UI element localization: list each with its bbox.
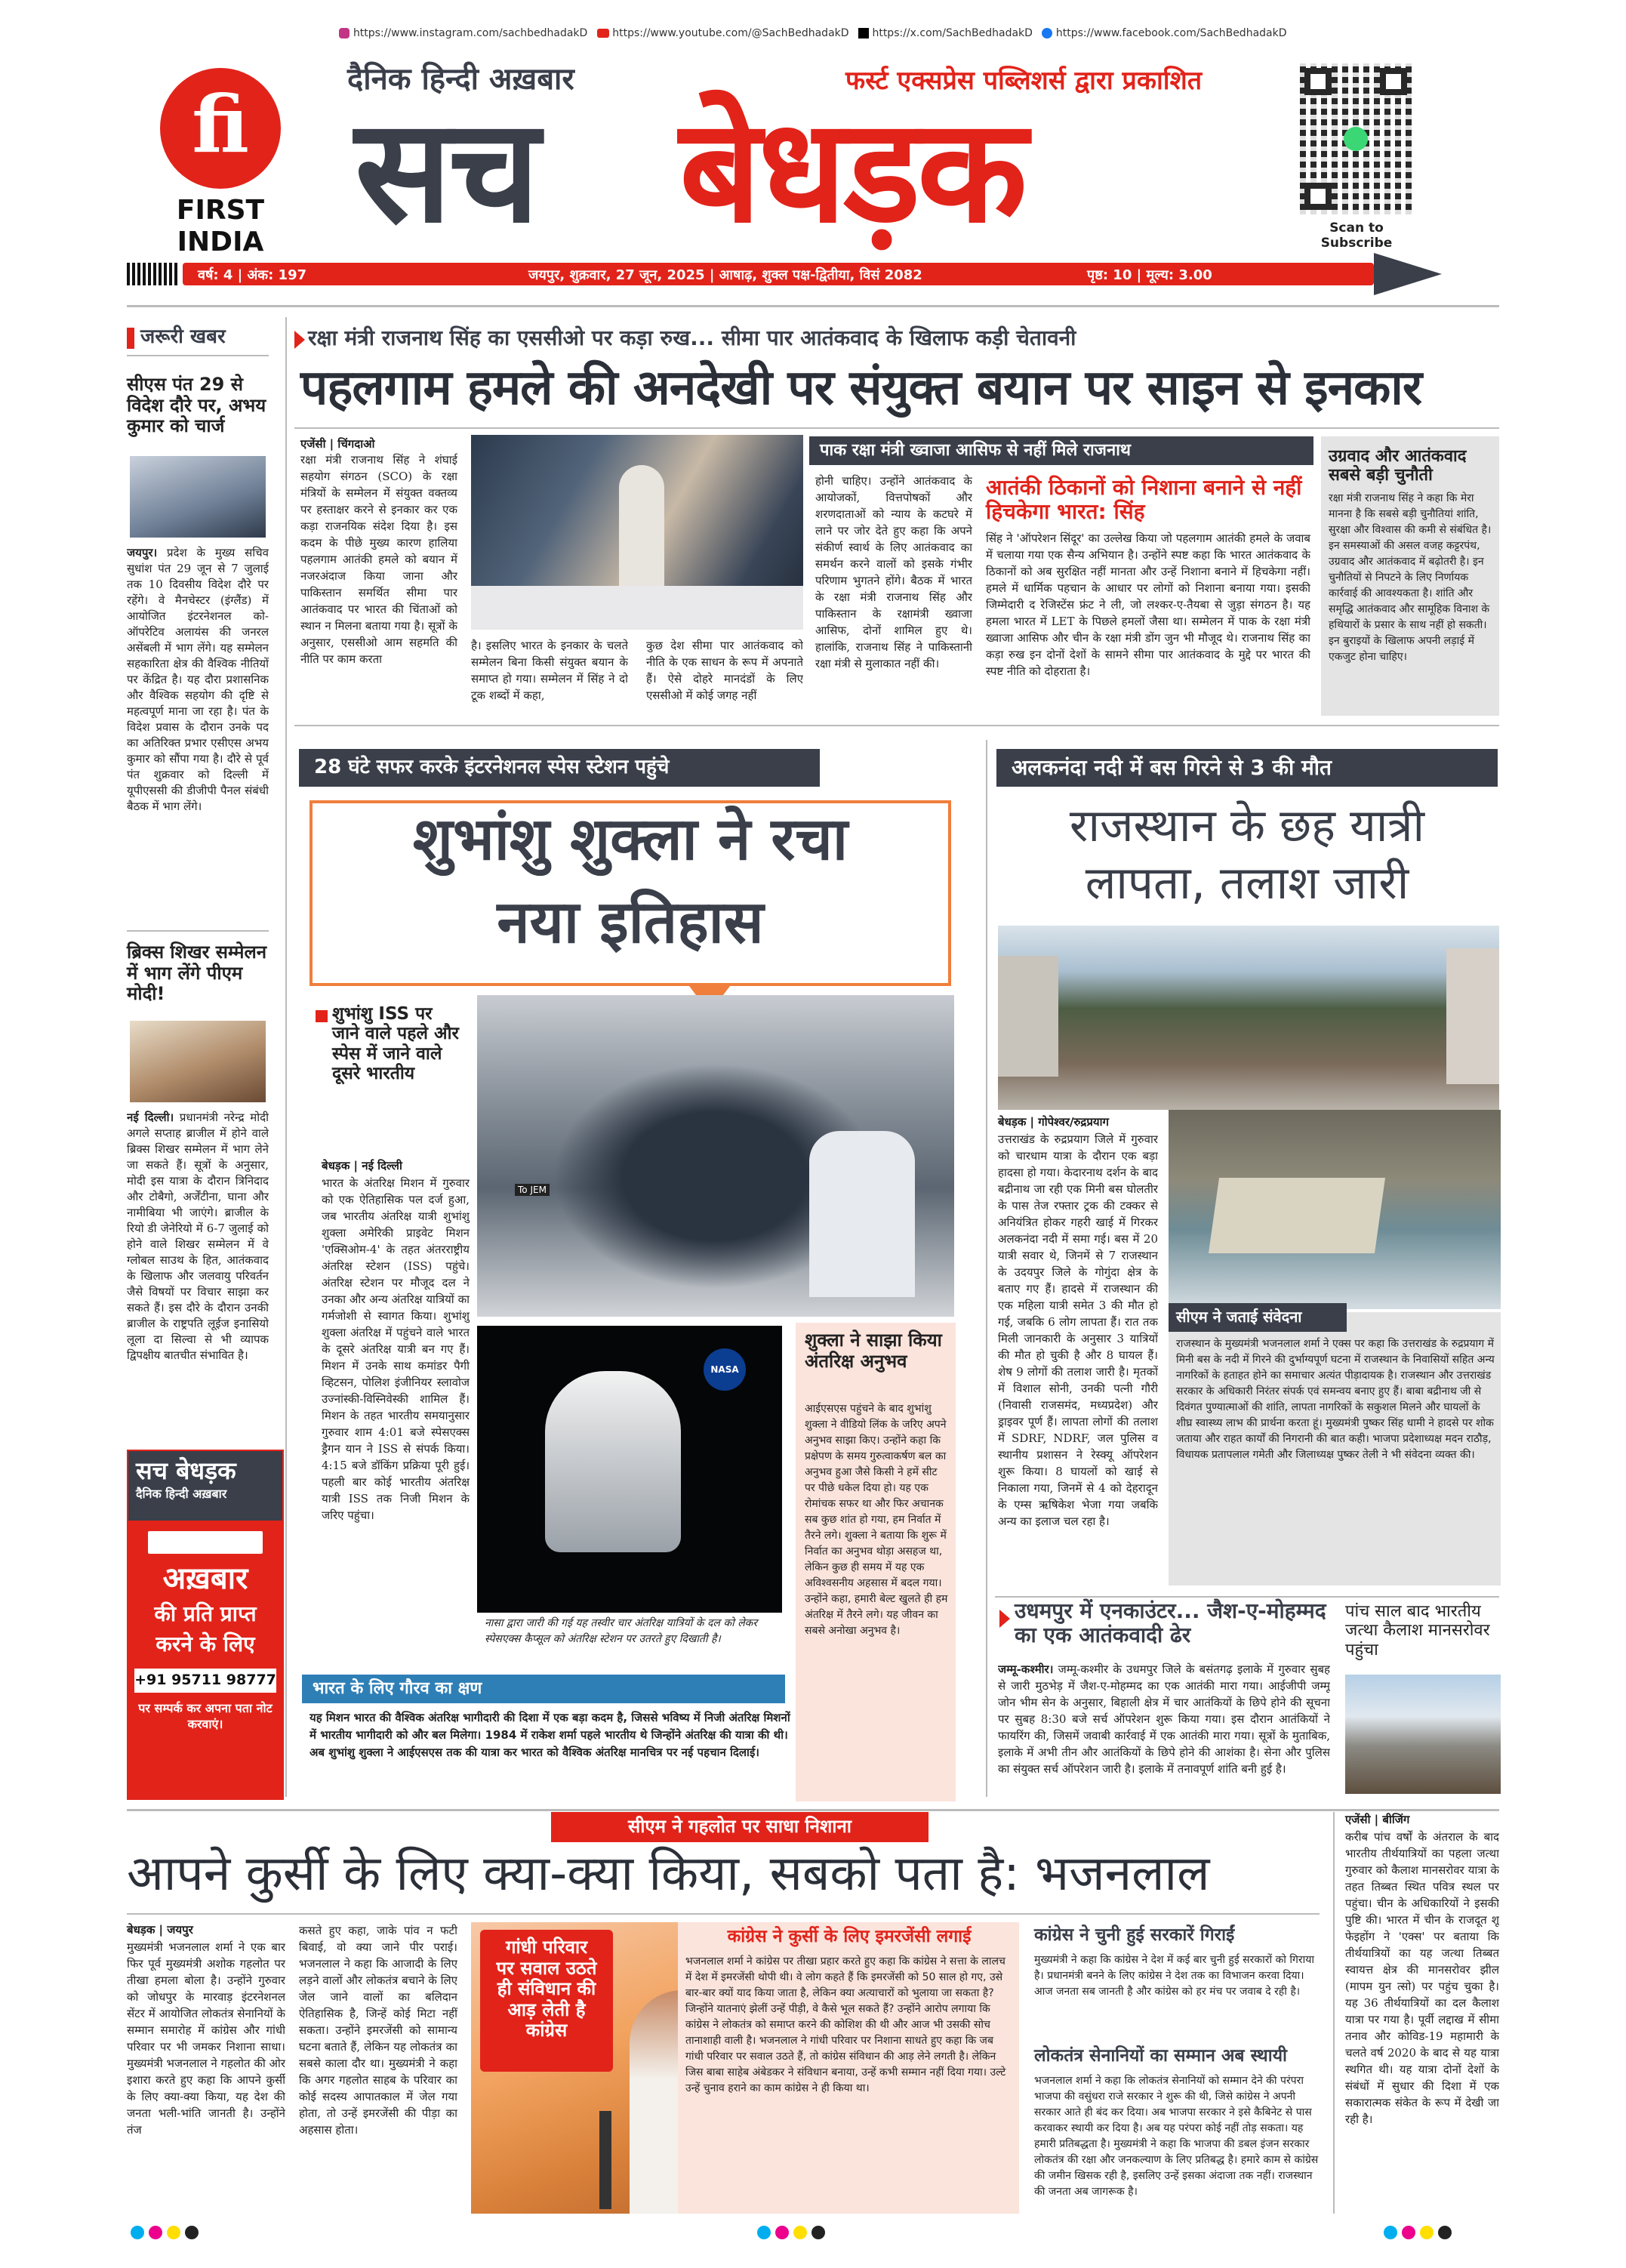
qr-caption: Scan to Subscribe	[1320, 220, 1393, 251]
lead-photo-sco	[471, 435, 803, 630]
subscription-ad[interactable]	[127, 1450, 284, 1800]
sidebar-rule	[127, 355, 269, 356]
space-headline-2: नया इतिहास	[497, 889, 764, 957]
space-headline-1: शुभांशु शुक्ला ने रचा	[412, 806, 848, 874]
sidebar-story2-photo	[130, 1021, 266, 1102]
govt-text: मुख्यमंत्री ने कहा कि कांग्रेस ने देश में कई बार चुनी हुई सरकारों को गिराया है। प्रधानमंत्री बनने के लिए कांग्रेस ने देश तक का विभाजन करवा दिया। आज जनता सब जानती है और कांग्रेस को हर मंच पर जवाब दे रही है।	[1034, 1954, 1314, 1998]
whatsapp-icon	[1344, 127, 1368, 151]
quote-line1: गांधी परिवार	[505, 1937, 588, 1958]
kailash-photo	[1345, 1675, 1501, 1794]
bottom-headline-rule	[127, 1913, 1320, 1915]
instagram-icon	[339, 28, 350, 39]
ad-line1: अख़बार	[162, 1561, 248, 1596]
bottom-section-rule	[127, 1809, 1499, 1811]
sidebar-story1-head: सीएस पंत 29 से विदेश दौरे पर, अभय कुमार को चार्ज	[127, 374, 266, 437]
emergency-head: कांग्रेस ने कुर्सी के लिए इमरजेंसी लगाई	[727, 1927, 972, 1946]
cm-condolence-head: सीएम ने जताई संवेदना	[1176, 1308, 1302, 1326]
bus-text-col1	[998, 1131, 1158, 1587]
space-byline	[322, 1158, 402, 1173]
facebook-icon	[1042, 28, 1052, 39]
ad-line3: करने के लिए	[156, 1632, 255, 1657]
sidebar-divider	[285, 317, 287, 1797]
kailash-byline	[1345, 1812, 1409, 1827]
logo-letter: fi	[192, 78, 249, 171]
lead-byline-text: एजेंसी | चिंगदाओ	[300, 437, 375, 451]
cm-condolence-text: राजस्थान के मुख्यमंत्री भजनलाल शर्मा ने एक्स पर कहा कि उत्तराखंड के रुद्रप्रयाग में मिनी बस के नदी में गिरने की दुर्भाग्यपूर्ण घटना में राजस्थान के निवासियों सहित अन्य नागरिकों के हताहत होने का समाचार अत्यंत पीड़ादायक है। राजस्थान और उत्तराखंड सरकार के अधिकारी निरंतर संपर्क एवं समन्वय बनाए हुए हैं। बाबा बद्रीनाथ जी से दिवंगत पुण्यात्माओं की शांति, लापता नागरिकों के सकुशल मिलने और घायलों के शीघ्र स्वास्थ्य लाभ की प्रार्थना करता हूं। मुख्यमंत्री पुष्कर सिंह धामी ने हादसे पर शोक जताया और राहत कार्यों की निगरानी की बात कही। भाजपा प्रदेशाध्यक्ष मदन राठौड़, विधायक प्रतापलाल गमेती और जिलाध्यक्ष पुष्कर तेली ने भी संवेदना व्यक्त की।	[1176, 1338, 1495, 1461]
bus-byline	[998, 1114, 1109, 1129]
social-links-bar	[0, 27, 1626, 39]
lead-byline	[300, 436, 374, 451]
registration-dots-right	[1381, 2226, 1454, 2242]
qr-finder-tr	[1380, 68, 1407, 95]
honor-text: भजनलाल शर्मा ने कहा कि लोकतंत्र सेनानियों को सम्मान देने की परंपरा भाजपा की वसुंधरा राजे सरकार ने शुरू की थी, जिसे कांग्रेस ने अपनी सरकार आते ही बंद कर दिया। अब भाजपा सरकार ने इसे कैबिनेट से पास करवाकर स्थायी कर दिया है। अब यह परंपरा कोई नहीं तोड़ सकता। यह हमारी प्रतिबद्धता है। मुख्यमंत्री ने कहा कि भाजपा की डबल इंजन सरकार लोकतंत्र की रक्षा और जनकल्याण के लिए प्रतिबद्ध है। हमारे काम से कांग्रेस की जमीन खिसक रही है, इसलिए उन्हें इसका अंदाजा तक नहीं। राजस्थान की जनता अब जागरूक है।	[1034, 2075, 1319, 2198]
sidebar-story1-text	[127, 545, 269, 938]
space-bar-text: 28 घंटे सफर करके इंटरनेशनल स्पेस स्टेशन पहुंचे	[314, 756, 670, 778]
masthead-name-red: बेधड़क	[679, 88, 1024, 254]
sidebar-story2-body: प्रधानमंत्री नरेन्द्र मोदी अगले सप्ताह ब्राजील में होने वाले ब्रिक्स शिखर सम्मेलन में भाग लेने जा सकते हैं। सूत्रों के अनुसार, मोदी इस यात्रा के दौरान त्रिनिदाद और टोबैगो, अर्जेंटीना, घाना और नामीबिया भी जाएंगे। ब्राजील के रियो डी जेनेरियो में 6-7 जुलाई को होने वाले शिखर सम्मेलन में वे ग्लोबल साउथ के हित, आतंकवाद के खिलाफ और जलवायु परिवर्तन जैसे विषयों पर विचार साझा कर सकते हैं। इस दौरे के दौरान उनकी ब्राजील के राष्ट्रपति लूईज इनासियो लूला दा सिल्वा से भी व्यापक द्विपक्षीय बातचीत संभावित है।	[127, 1111, 269, 1362]
space-bar	[299, 749, 820, 787]
quote-line5: कांग्रेस	[525, 2020, 568, 2042]
sidebar-section-title	[140, 326, 226, 349]
ad-body	[128, 1521, 282, 1798]
quote-line3: ही संविधान की	[497, 1978, 596, 2000]
dateline-year: वर्ष: 4 | अंक: 197	[198, 267, 307, 283]
sidebar-story2-head: ब्रिक्स शिखर सम्मेलन में भाग लेंगे पीएम मोदी!	[127, 941, 267, 1005]
lead-headline-rule	[294, 427, 1499, 429]
masthead-name-black: सच	[355, 88, 537, 254]
dateline-date: जयपुर, शुक्रवार, 27 जून, 2025 | आषाढ़, शुक्ल पक्ष-द्वितीया, विसं 2082	[528, 267, 922, 283]
pride-bar	[302, 1675, 785, 1703]
cm-quote-box	[480, 1930, 613, 2072]
qr-finder-tl	[1304, 68, 1332, 95]
lead-side-head: उग्रवाद और आतंकवाद सबसे बड़ी चुनौती	[1329, 447, 1467, 485]
sidebar-story2-dateline: नई दिल्ली।	[127, 1111, 174, 1124]
lead-bottom-rule	[294, 725, 1499, 726]
qr-code[interactable]	[1300, 63, 1412, 214]
udhampur-dateline: जम्मू-कश्मीर।	[998, 1662, 1054, 1676]
bus-left	[998, 956, 1058, 1077]
first-india-logo	[160, 68, 281, 189]
ad-title: सच बेधड़क	[136, 1456, 236, 1485]
ad-phone[interactable]: +91 95711 98777	[134, 1669, 276, 1693]
qr-finder-bl	[1304, 183, 1332, 210]
space-side-mark	[316, 1010, 328, 1022]
space-experience-text: आईएसएस पहुंचने के बाद शुभांशु शुक्ला ने वीडियो लिंक के जरिए अपने अनुभव साझा किए। उन्होंने कहा कि प्रक्षेपण के समय गुरुत्वाकर्षण बल का अनुभव हुआ जैसे किसी ने हमें सीट पर पीछे धकेल दिया हो। यह एक रोमांचक सफर था और फिर अचानक सब कुछ शांत हो गया, हम निर्वात में तैरने लगे। शुक्ला ने बताया कि शुरू में निर्वात का अनुभव थोड़ा असहज था, लेकिन कुछ ही समय में यह एक अविश्वसनीय अहसास में बदल गया। उन्होंने कहा, हमारी बेल्ट खुलते ही हम अंतरिक्ष में तैरने लगे। यह जीवन का सबसे अनोखा अनुभव है।	[805, 1403, 948, 1637]
lead-kicker-text: रक्षा मंत्री राजनाथ सिंह का एससीओ पर कड़ा रुख... सीमा पार आतंकवाद के खिलाफ कड़ी चेतावनी	[308, 325, 1076, 350]
govt-head: कांग्रेस ने चुनी हुई सरकारें गिराईं	[1034, 1925, 1235, 1945]
pak-minister-bar-text: पाक रक्षा मंत्री ख्वाजा आसिफ से नहीं मिले राजनाथ	[820, 441, 1131, 460]
dateline-pages: पृष्ठ: 10 | मूल्य: 3.00	[1087, 267, 1212, 283]
lead-col4: होनी चाहिए। उन्होंने आतंकवाद के आयोजकों, वित्तपोषकों और शरणदाताओं को न्याय के कटघरे में लाने पर जोर देते हुए कहा कि अपने संकीर्ण स्वार्थ के लिए आतंकवाद का समर्थन करने वालों को इसके गंभीर परिणाम भुगतने होंगे। बैठक में भारत के रक्षा मंत्री राजनाथ सिंह और पाकिस्तान के रक्षामंत्री ख्वाजा आसिफ, दोनों शामिल हुए थे। हालांकि, राजनाथ सिंह ने पाकिस्तानी रक्षा मंत्री से मुलाकात नहीं की।	[815, 474, 972, 670]
quote-line2: पर सवाल उठते	[496, 1957, 597, 1979]
pen-nib-icon	[1374, 253, 1442, 295]
sidebar-story1-body: प्रदेश के मुख्य सचिव सुधांश पंत 29 जून से 7 जुलाई तक 10 दिवसीय विदेश दौरे पर रहेंगे। वे मैनचेस्टर (इंग्लैंड) में आयोजित इंटरनेशनल को-ऑपरेटिव अलायंस की जनरल असेंबली में भाग लेंगे। यह सम्मेलन सहकारिता क्षेत्र की वैश्विक नीतियों पर केंद्रित है। यह दौरा प्रशासनिक और वैश्विक सहयोग की दृष्टि से महत्वपूर्ण माना जा रहा है। पंत के विदेश प्रवास के दौरान उनके पद का अतिरिक्त प्रभार एसीएस अभय कुमार को सौंपा गया है। दौरे से पूर्व पंत शुक्रवार को दिल्ली में यूपीएससी की डीजीपी पैनल संबंधी बैठक में भाग लेंगे।	[127, 546, 269, 813]
sidebar-section-mark	[127, 328, 134, 349]
registration-dots-center	[755, 2226, 827, 2242]
lead-red-head: आतंकी ठिकानों को निशाना बनाने से नहीं हिचकेगा भारत: सिंह	[986, 475, 1302, 525]
x-link[interactable]: https://x.com/SachBedhadakD	[872, 27, 1033, 39]
space-experience-head: शुक्ला ने साझा किया अंतरिक्ष अनुभव	[805, 1330, 942, 1372]
lead-col2: है। इसलिए भारत के इनकार के चलते सम्मेलन बिना किसी संयुक्त बयान के समाप्त हो गया। सम्मेलन में सिंह ने दो टूक शब्दों में कहा,	[471, 639, 628, 702]
ad-line2: की प्रति प्राप्त	[154, 1601, 257, 1626]
space-bus-divider	[986, 740, 987, 1797]
quote-line4: आड़ लेती है	[507, 1998, 586, 2020]
pride-text: यह मिशन भारत की वैश्विक अंतरिक्ष भागीदारी की दिशा में एक बड़ा कदम है, जिससे भविष्य में निजी अंतरिक्ष मिशनों में भारतीय भागीदारी को और बल मिलेगा। 1984 में राकेश शर्मा पहले भारतीय थे जिन्होंने अंतरिक्ष की यात्रा की थी। अब शुभांशु शुक्ला ने आईएसएस तक की यात्रा कर भारत को वैश्विक अंतरिक्ष मानचित्र पर नई पहचान दिलाई।	[309, 1711, 790, 1759]
udhampur-body: जम्मू-कश्मीर के उधमपुर जिले के बसंतगढ़ इलाके में गुरुवार सुबह से जारी मुठभेड़ में जैश-ए-मोहम्मद का एक आतंकी मारा गया। आईजीपी जम्मू जोन भीम सेन के अनुसार, बिहाली क्षेत्र में चार आतंकियों के छिपे होने की सूचना पर सुबह 8:30 बजे सर्च ऑपरेशन शुरू किया गया। इस दौरान आतंकियों ने फायरिंग की, जिसमें जवाबी कार्रवाई में एक आतंकी मारा गया। सूत्रों के मुताबिक, इलाके में अभी तीन और आतंकियों के छिपे होने की आशंका है। सेना और पुलिस का संयुक्त सर्च ऑपरेशन जारी है। इलाके में तनावपूर्ण शांति बनी हुई है।	[998, 1662, 1330, 1776]
dragon-capsule	[545, 1371, 681, 1552]
ad-header	[128, 1451, 282, 1521]
ad-footer: पर सम्पर्क कर अपना पता नोट करवाएं।	[138, 1701, 273, 1732]
lead-headline: पहलगाम हमले की अनदेखी पर संयुक्त बयान पर साइन से इनकार	[300, 360, 1422, 416]
honor-head: लोकतंत्र सेनानियों का सम्मान अब स्थायी	[1034, 2046, 1288, 2066]
facebook-link[interactable]: https://www.facebook.com/SachBedhadakD	[1055, 27, 1287, 39]
ad-newspaper-icon	[148, 1531, 263, 1554]
microphone-icon	[599, 2111, 611, 2209]
udhampur-headline-text: उधमपुर में एनकाउंटर... जैश-ए-मोहम्मद का एक आतंकवादी ढेर	[1015, 1598, 1326, 1648]
pak-minister-bar	[809, 436, 1313, 465]
barcode-icon	[127, 263, 180, 285]
logo-first: FIRST	[176, 195, 265, 226]
masthead-rule	[127, 305, 1499, 307]
bottom-col2: कसते हुए कहा, जाके पांव न फटी बिवाई, वो क्या जाने पीर पराई। भजनलाल ने कहा कि आजादी के लिए लड़ने वालों और लोकतंत्र बचाने के लिए जेल जाने वालों का बलिदान ऐतिहासिक है, जिन्हें कोई मिटा नहीं सकता। उन्होंने इमरजेंसी को सामान्य घटना बताते हैं, लेकिन यह लोकतंत्र का सबसे काला दौर था। मुख्यमंत्री ने कहा कि अगर गहलोत साहब के परिवार का कोई सदस्य आपातकाल में जेल गया होता, तो उन्हें इमरजेंसी की पीड़ा का अहसास होता।	[299, 1924, 457, 2137]
photo-table	[471, 586, 803, 630]
kailash-byline-text: एजेंसी | बीजिंग	[1345, 1813, 1410, 1826]
lead-kicker	[308, 326, 1076, 350]
bus-text-body: उत्तराखंड के रुद्रप्रयाग जिले में गुरुवार को चारधाम यात्रा के दौरान एक बड़ा हादसा हो गया। केदारनाथ दर्शन के बाद बद्रीनाथ जा रही एक मिनी बस घोलतीर के पास तेज रफ्तार ट्रक की टक्कर से अनियंत्रित होकर गहरी खाई में गिरकर अलकनंदा नदी में समा गई। बस में 20 यात्री सवार थे, जिनमें से 7 राजस्थान के उदयपुर जिले के गोगुंदा क्षेत्र के बताए गए हैं। हादसे में राजस्थान की एक महिला यात्री समेत 3 की मौत हो गई, जबकि 6 लोग लापता हैं। रात तक मिली जानकारी के अनुसार 3 यात्रियों की मौत हो चुकी है और 8 घायल हैं। शेष 9 लोगों की तलाश जारी है। मृतकों में विशाल सोनी, उनकी पत्नी गौरी (निवासी राजसमंद, मध्यप्रदेश) और ड्राइवर पूर्ण हैं। लापता लोगों की तलाश में SDRF, NDRF, जल पुलिस व स्थानीय प्रशासन ने रेस्क्यू ऑपरेशन शुरू किया। 8 घायलों को खाई से निकाला गया, जिनमें से 4 को देहरादून के एम्स ऋषिकेश भेजा गया जबकि अन्य का इलाज चल रहा है।	[998, 1132, 1158, 1528]
bus-bar	[996, 749, 1498, 787]
youtube-icon	[597, 29, 609, 38]
space-text: भारत के अंतरिक्ष मिशन में गुरुवार को एक ऐतिहासिक पल दर्ज हुआ, जब भारतीय अंतरिक्ष यात्री शुभांशु शुक्ला अमेरिकी प्राइवेट मिशन 'एक्सिओम-4' के तहत अंतरराष्ट्रीय अंतरिक्ष स्टेशन (ISS) पहुंचे। अंतरिक्ष स्टेशन पर मौजूद दल ने उनका और अन्य अंतरिक्ष यात्रियों का गर्मजोशी से स्वागत किया। शुभांशु शुक्ला अंतरिक्ष में पहुंचने वाले भारत के दूसरे अंतरिक्ष यात्री बन गए हैं। मिशन में उनके साथ कमांडर पैगी व्हिटसन, पोलिश इंजीनियर स्लावोज उज्नांस्की-विस्निवेस्की शामिल हैं। मिशन के तहत भारतीय समयानुसार गुरुवार शाम 4:01 बजे स्पेसएक्स ड्रैगन यान ने ISS से संपर्क किया। 4:15 बजे डॉकिंग प्रक्रिया पूरी हुई। पहली बार कोई भारतीय अंतरिक्ष यात्री ISS तक निजी मिशन के जरिए पहुंचा।	[322, 1176, 470, 1522]
youtube-link[interactable]: https://www.youtube.com/@SachBedhadakD	[612, 27, 849, 39]
ad-subtitle: दैनिक हिन्दी अख़बार	[136, 1486, 227, 1501]
astronaut-suit-white	[809, 1131, 915, 1297]
sidebar-section-label: जरूरी खबर	[140, 325, 226, 348]
bus-right	[1446, 948, 1499, 1084]
sidebar-story1-dateline: जयपुर।	[127, 546, 158, 559]
bus-accident-photo	[1169, 1110, 1501, 1309]
bottom-col1: मुख्यमंत्री भजनलाल शर्मा ने एक बार फिर पूर्व मुख्यमंत्री अशोक गहलोत पर तीखा हमला बोला है। उन्होंने गुरुवार को जोधपुर के मारवाड़ इंटरनेशनल सेंटर में आयोजित लोकतंत्र सेनानियों के सम्मान समारोह में कांग्रेस और गांधी परिवार पर भी जमकर निशाना साधा। मुख्यमंत्री भजनलाल ने गहलोत की ओर इशारा करते हुए कहा कि आपने कुर्सी के लिए क्या-क्या किया, यह देश की जनता भली-भांति जानती है। उन्होंने तंज	[127, 1940, 285, 2137]
space-dragon-photo	[477, 1326, 782, 1613]
lead-side-text: रक्षा मंत्री राजनाथ सिंह ने कहा कि मेरा मानना है कि सबसे बड़ी चुनौतियां शांति, सुरक्षा और विश्वास की कमी से संबंधित है। इन समस्याओं की असल वजह कट्टरपंथ, उग्रवाद और आतंकवाद में बढ़ोतरी है। इन चुनौतियों से निपटने के लिए निर्णायक कार्रवाई की आवश्यकता है। शांति और समृद्धि आतंकवाद और सामूहिक विनाश के हथियारों के प्रसार के साथ नहीं हो सकती। इन बुराइयों के खिलाफ अपनी लड़ाई में एकजुट होना चाहिए।	[1329, 492, 1492, 663]
kailash-divider	[1333, 1812, 1335, 2214]
bus-bottom-rule	[995, 1596, 1499, 1598]
registration-dots-left	[128, 2226, 201, 2242]
sidebar-story1-photo	[130, 456, 266, 538]
lead-col3: कुछ देश सीमा पार आतंकवाद को नीति के एक साधन के रूप में अपनाते हैं। ऐसे दोहरे मानदंडों के लिए एससीओ में कोई जगह नहीं	[646, 639, 803, 702]
bus-bar-text: अलकनंदा नदी में बस गिरने से 3 की मौत	[1012, 755, 1332, 780]
udhampur-headline	[1015, 1599, 1332, 1647]
cm-condolence-bar	[1169, 1303, 1347, 1332]
bottom-kicker-bar	[551, 1812, 928, 1842]
bus-byline-text: बेधड़क | गोपेश्वर/रुद्रप्रयाग	[998, 1115, 1109, 1129]
bus-headline-2: लापता, तलाश जारी	[1085, 857, 1409, 910]
kailash-text: करीब पांच वर्षों के अंतराल के बाद भारतीय तीर्थयात्रियों का पहला जत्था गुरुवार को कैलाश मानसरोवर यात्रा के तहत तिब्बत स्थित पवित्र स्थल पर पहुंचा। चीन के अधिकारियों ने इसकी पुष्टि की। भारत में चीन के राजदूत शू फेइहोंग ने 'एक्स' पर बताया कि तीर्थयात्रियों का यह जत्था तिब्बत स्वायत्त क्षेत्र की मानसरोवर झील (मापम युन त्सो) पर पहुंच चुका है। यह 36 तीर्थयात्रियों का दल कैलाश यात्रा पर गया है। पूर्वी लद्दाख में सीमा तनाव और कोविड-19 महामारी के चलते वर्ष 2020 के बाद से यह यात्रा स्थगित थी। यह यात्रा दोनों देशों के संबंधों में सुधार की दिशा में एक सकारात्मक संकेत के रूप में देखी जा रही है।	[1345, 1830, 1499, 2126]
logo-india: INDIA	[177, 226, 264, 257]
space-iss-photo	[477, 995, 954, 1317]
instagram-link[interactable]: https://www.instagram.com/sachbedhadakD	[353, 27, 588, 39]
lead-col1: रक्षा मंत्री राजनाथ सिंह ने शंघाई सहयोग संगठन (SCO) के रक्षा मंत्रियों के सम्मेलन में संयुक्त वक्तव्य पर हस्ताक्षर करने से इनकार कर एक कड़ा राजनयिक संदेश दिया है। इस कदम के पीछे मुख्य कारण हालिया पहलगाम आतंकी हमले को बयान में नजरअंदाज किया जाना और पाकिस्तान समर्थित सीमा पार आतंकवाद पर भारत की चिंताओं को स्थान न मिलना बताया गया है। सूत्रों के अनुसार, एससीओ आम सहमति की नीति पर काम करता	[300, 453, 457, 666]
pride-bar-text: भारत के लिए गौरव का क्षण	[313, 1679, 482, 1698]
sidebar-story2-text	[127, 1110, 269, 1442]
nasa-logo: NASA	[704, 1348, 746, 1391]
space-caption: नासा द्वारा जारी की गई यह तस्वीर चार अंतरिक्ष यात्रियों के दल को लेकर स्पेसएक्स कैप्सूल को अंतरिक्ष स्टेशन पर उतरते हुए दिखाती है।	[485, 1617, 758, 1645]
x-icon	[858, 28, 869, 39]
wrecked-bus	[1209, 1178, 1385, 1253]
sidebar-rule-2	[127, 930, 269, 932]
bus-headline-1: राजस्थान के छह यात्री	[1069, 800, 1425, 852]
bottom-byline-text: बेधड़क | जयपुर	[127, 1923, 193, 1937]
space-side-head: शुभांशु ISS पर जाने वाले पहले और स्पेस में जाने वाले दूसरे भारतीय	[332, 1004, 459, 1084]
udhampur-text	[998, 1661, 1330, 1800]
bottom-kicker: सीएम ने गहलोत पर साधा निशाना	[627, 1816, 852, 1837]
lead-kicker-mark	[294, 331, 305, 349]
tagline: दैनिक हिन्दी अख़बार	[347, 62, 574, 97]
bus-group-photo	[998, 926, 1499, 1110]
space-byline-text: बेधड़क | नई दिल्ली	[322, 1159, 402, 1173]
kailash-headline: पांच साल बाद भारतीय जत्था कैलाश मानसरोवर पहुंचा	[1345, 1602, 1490, 1659]
lead-col5: सिंह ने 'ऑपरेशन सिंदूर' का उल्लेख किया जो पहलगाम आतंकी हमले के जवाब में चलाया गया एक सैन्य अभियान है। उन्होंने स्पष्ट कहा कि भारत आतंकवाद के ठिकानों को अब सुरक्षित नहीं मानता और उन्हें निशाना बनाने में हिचकेगा नहीं। हमले में धार्मिक पहचान के आधार पर लोगों को निशाना बनाया गया। इसकी जिम्मेदारी द रेजिस्टेंस फ्रंट ने ली, जो लश्कर-ए-तैयबा से जुड़ा संगठन है। यह हमला भारत में LET के पिछले हमलों जैसा था। सम्मेलन में पाक के रक्षा मंत्री ख्वाजा आसिफ और चीन के रक्षा मंत्री डोंग जुन भी मौजूद थे। राजनाथ सिंह का कड़ा रुख इन दोनों देशों के सामने सीमा पार आतंकवाद के मुद्दे पर भारत की स्पष्ट नीति को दोहराता है।	[986, 532, 1310, 678]
emergency-text: भजनलाल शर्मा ने कांग्रेस पर तीखा प्रहार करते हुए कहा कि कांग्रेस ने सत्ता के लालच में देश में इमरजेंसी थोपी थी। वे लोग कहते हैं कि इमरजेंसी को 50 साल हो गए, उसे बार-बार क्यों याद किया जाता है, लेकिन क्या अत्याचारों को भुलाया जा सकता है? जिन्होंने यातनाएं झेलीं उन्हें पीड़ी, वे कैसे भूल सकते हैं? उन्होंने आरोप लगाया कि कांग्रेस ने लोकतंत्र को समाप्त करने की कोशिश की थी और आज भी उसकी सोच तानाशाही वाली है। भजनलाल ने गांधी परिवार पर निशाना साधते हुए कहा कि जब गांधी परिवार पर सवाल उठते हैं, तो कांग्रेस संविधान की आड़ लेने लगती है। लेकिन जिस बाबा साहेब अंबेडकर ने संविधान बनाया, उन्हें कभी सम्मान नहीं दिया गया। उल्टे उन्हें चुनाव हराने का काम कांग्रेस ने ही किया था।	[685, 1955, 1006, 2094]
publisher-line: फर्स्ट एक्सप्रेस पब्लिशर्स द्वारा प्रकाशित	[845, 66, 1203, 96]
photo-label-jem: To JEM	[515, 1184, 550, 1196]
bottom-headline: आपने कुर्सी के लिए क्या-क्या किया, सबको पता है: भजनलाल	[127, 1846, 1210, 1902]
bottom-byline	[127, 1922, 193, 1937]
udhampur-mark	[999, 1610, 1010, 1628]
